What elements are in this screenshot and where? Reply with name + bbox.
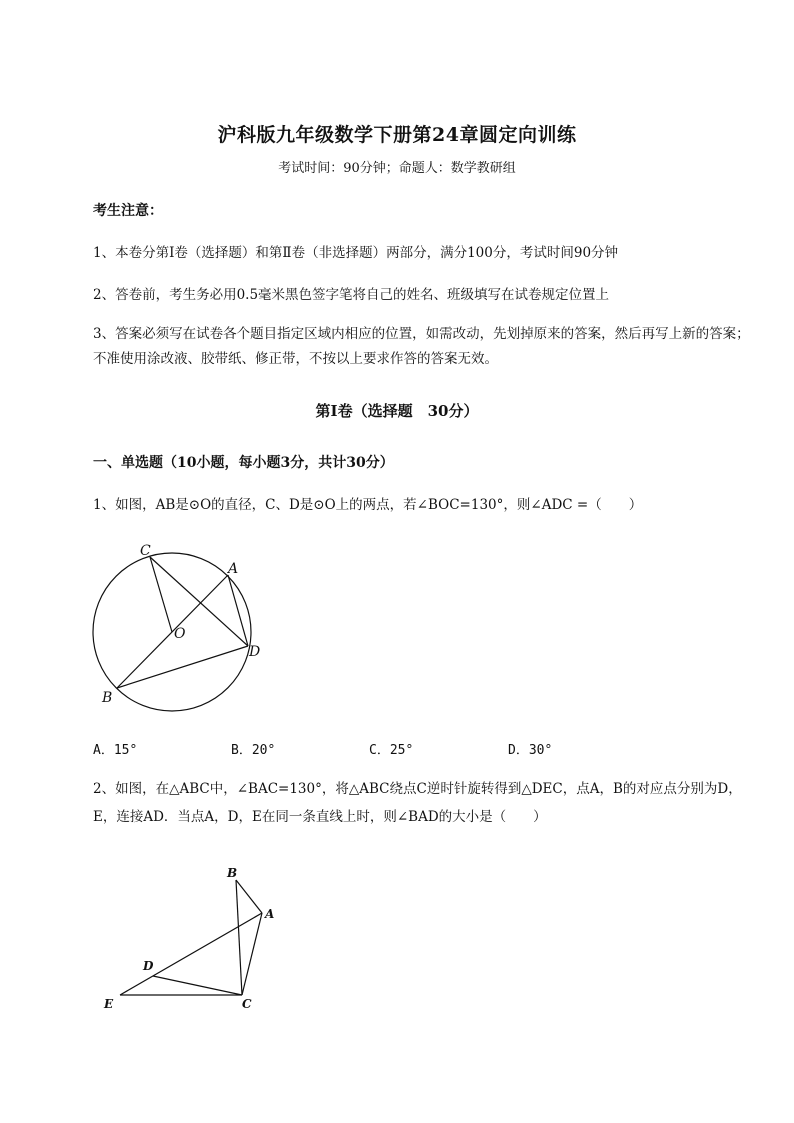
question-1-text: 1、如图，AB是⊙O的直径，C、D是⊙O上的两点，若∠BOC=130°，则∠ADC =（ ）: [93, 497, 643, 513]
label-a2: A: [265, 907, 275, 921]
label-o: O: [174, 626, 186, 642]
label-c: C: [140, 543, 151, 559]
part-heading: 一、单选题（10小题，每小题3分，共计30分）: [93, 455, 394, 471]
segment-bd: [117, 646, 248, 688]
section-title: 第I卷（选择题 30分）: [315, 402, 479, 420]
label-c2: C: [242, 997, 252, 1011]
q1-option-a: A．15°: [93, 743, 138, 758]
segment-bc: [236, 880, 242, 995]
segment-co: [150, 557, 172, 632]
label-d2: D: [143, 959, 154, 973]
question-1-labels: [101, 543, 260, 706]
label-b: B: [102, 690, 113, 706]
question-2-text: 2、如图，在△ABC中，∠BAC=130°，将△ABC绕点C逆时针旋转得到△DEC，点A，B的对应点分别为D，E，连接AD．当点A，D，E在同一条直线上时，则∠BAD的大小是（ ）: [93, 781, 742, 825]
label-e2: E: [104, 997, 114, 1011]
notice-item-2: 2、答卷前，考生务必用0.5毫米黑色签字笔将自己的姓名、班级填写在试卷规定位置上: [93, 287, 610, 303]
page-title: 沪科版九年级数学下册第24章圆定向训练: [217, 124, 577, 146]
label-a: A: [228, 561, 239, 577]
segment-ac: [242, 913, 262, 995]
q1-option-d: D．30°: [508, 743, 553, 758]
line-aed: [120, 913, 262, 995]
segment-ba: [236, 880, 262, 913]
question-2-labels: [103, 866, 274, 1011]
diameter-ab: [117, 575, 228, 688]
notice-item-3: 3、答案必须写在试卷各个题目指定区域内相应的位置，如需改动，先划掉原来的答案，然后再写上新的答案；不准使用涂改液、胶带纸、修正带，不按以上要求作答的答案无效。: [93, 326, 750, 367]
question-2-figure: [120, 880, 262, 995]
label-b2: B: [227, 866, 238, 880]
notice-item-1: 1、本卷分第I卷（选择题）和第Ⅱ卷（非选择题）两部分，满分100分，考试时间90分钟: [93, 245, 619, 261]
notice-heading: 考生注意：: [93, 203, 163, 219]
segment-ad: [228, 575, 248, 646]
label-d: D: [249, 644, 261, 660]
q1-option-c: C．25°: [369, 743, 414, 758]
segment-dc: [153, 976, 242, 995]
exam-info: 考试时间：90分钟；命题人：数学教研组: [278, 161, 516, 176]
q1-option-b: B．20°: [231, 743, 276, 758]
